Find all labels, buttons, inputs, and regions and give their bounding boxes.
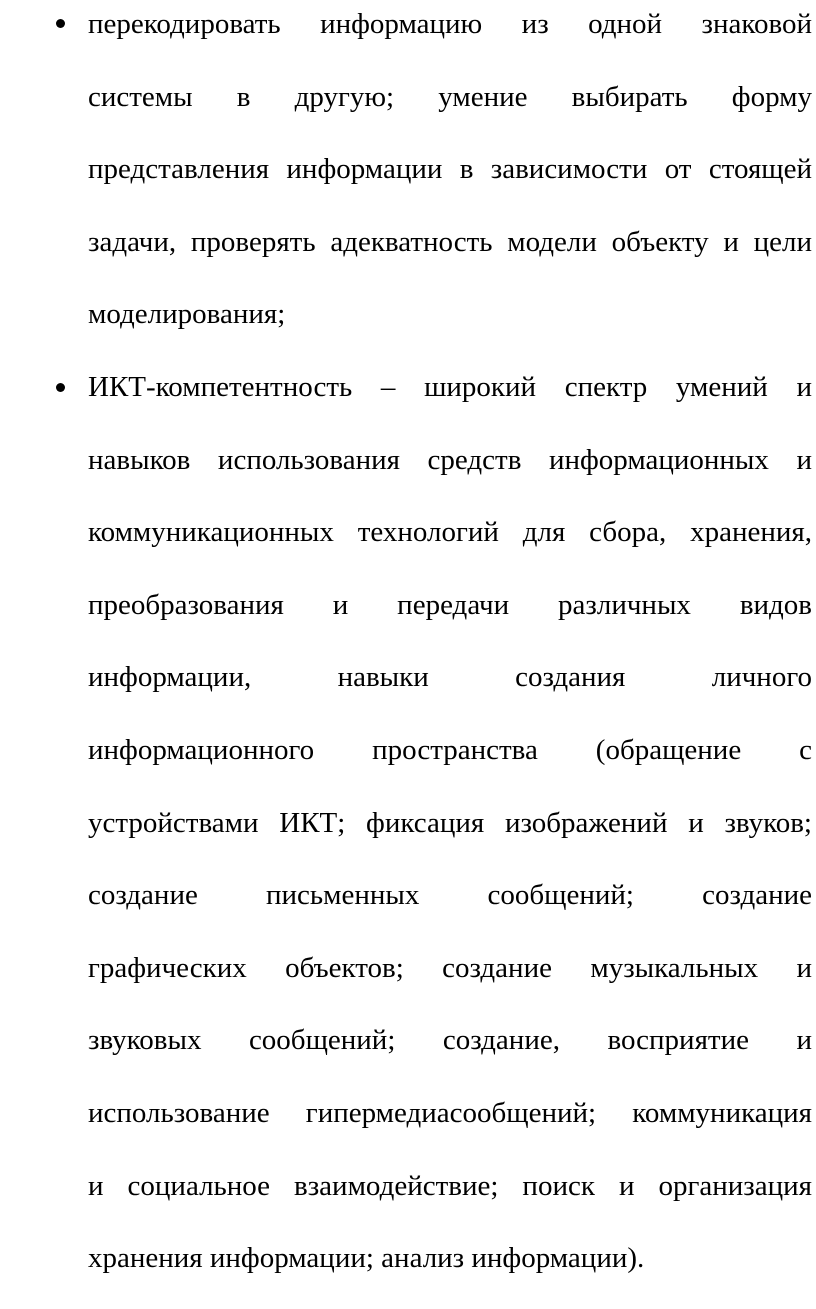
text-line: графических объектов; создание музыкальных и	[88, 951, 812, 984]
text-line: системы в другую; умение выбирать форму	[88, 80, 812, 113]
text-line: использование гипермедиасообщений; коммуникация	[88, 1096, 812, 1129]
text-line: преобразования и передачи различных видов	[88, 588, 812, 621]
list-item	[0, 365, 816, 1309]
text-line: моделирования;	[88, 298, 286, 331]
text-line: представления информации в зависимости от стоящей	[88, 153, 812, 186]
text-line: хранения информации; анализ информации).	[88, 1242, 645, 1275]
text-line: устройствами ИКТ; фиксация изображений и звуков;	[88, 806, 812, 839]
bullet-list	[0, 2, 816, 1309]
text-line: перекодировать информацию из одной знаковой	[88, 8, 812, 40]
text-line: навыков использования средств информационных и	[88, 443, 812, 476]
text-line: задачи, проверять адекватность модели объекту и цели	[88, 225, 812, 258]
text-line: информации, навыки создания личного	[88, 661, 812, 694]
text-line: звуковых сообщений; создание, восприятие и	[88, 1024, 812, 1057]
text-line: и социальное взаимодействие; поиск и организация	[88, 1169, 812, 1202]
text-line: создание письменных сообщений; создание	[88, 879, 812, 912]
text-line: информационного пространства (обращение с	[88, 733, 812, 766]
text-line: коммуникационных технологий для сбора, хранения,	[88, 516, 812, 549]
text-line: ИКТ-компетентность – широкий спектр умений и	[88, 370, 812, 403]
list-item	[0, 2, 816, 365]
bullet-icon	[56, 19, 65, 28]
bullet-icon	[56, 383, 65, 392]
